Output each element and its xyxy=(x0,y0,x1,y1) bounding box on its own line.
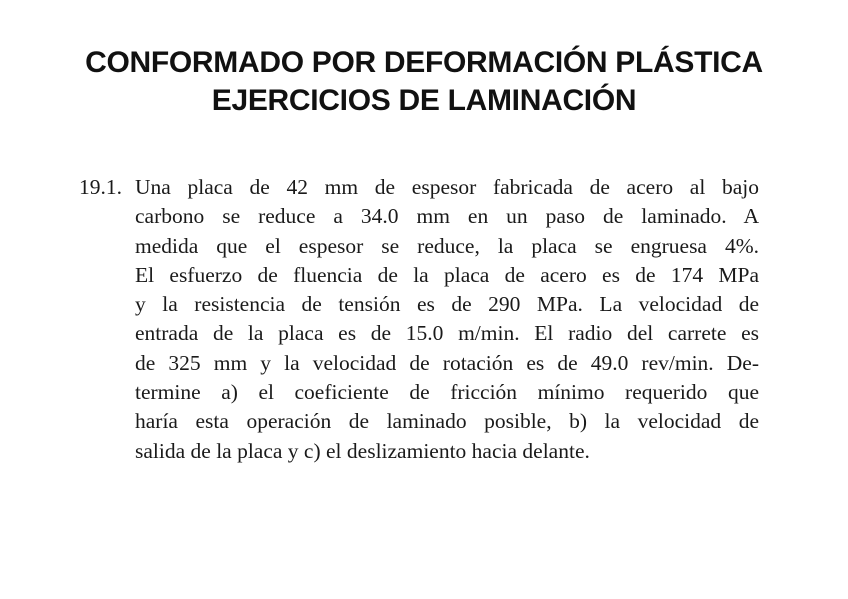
problem-line: haría esta operación de laminado posible, b) la velocidad de xyxy=(135,409,759,434)
problem-line: termine a) el coeficiente de fricción mínimo requerido que xyxy=(135,380,759,405)
problem-line: entrada de la placa es de 15.0 m/min. El radio del carrete es xyxy=(135,321,759,346)
problem-line: y la resistencia de tensión es de 290 MPa. La velocidad de xyxy=(135,292,759,317)
problem-number: 19.1. xyxy=(79,175,122,199)
title-line-2: EJERCICIOS DE LAMINACIÓN xyxy=(211,84,637,117)
problem-line: El esfuerzo de fluencia de la placa de acero es de 174 MPa xyxy=(135,262,759,287)
problem-line: medida que el espesor se reduce, la placa se engruesa 4%. xyxy=(135,233,759,258)
slide-title xyxy=(0,44,848,120)
problem-line: de 325 mm y la velocidad de rotación es de 49.0 rev/min. De- xyxy=(135,350,759,375)
title-line-1: CONFORMADO POR DEFORMACIÓN PLÁSTICA xyxy=(85,46,763,79)
problem-line: Una placa de 42 mm de espesor fabricada de acero al bajo xyxy=(135,175,759,199)
problem-line: carbono se reduce a 34.0 mm en un paso de laminado. A xyxy=(135,204,759,229)
problem-text xyxy=(135,173,759,466)
problem-line: salida de la placa y c) el deslizamiento hacia delante. xyxy=(135,438,590,463)
